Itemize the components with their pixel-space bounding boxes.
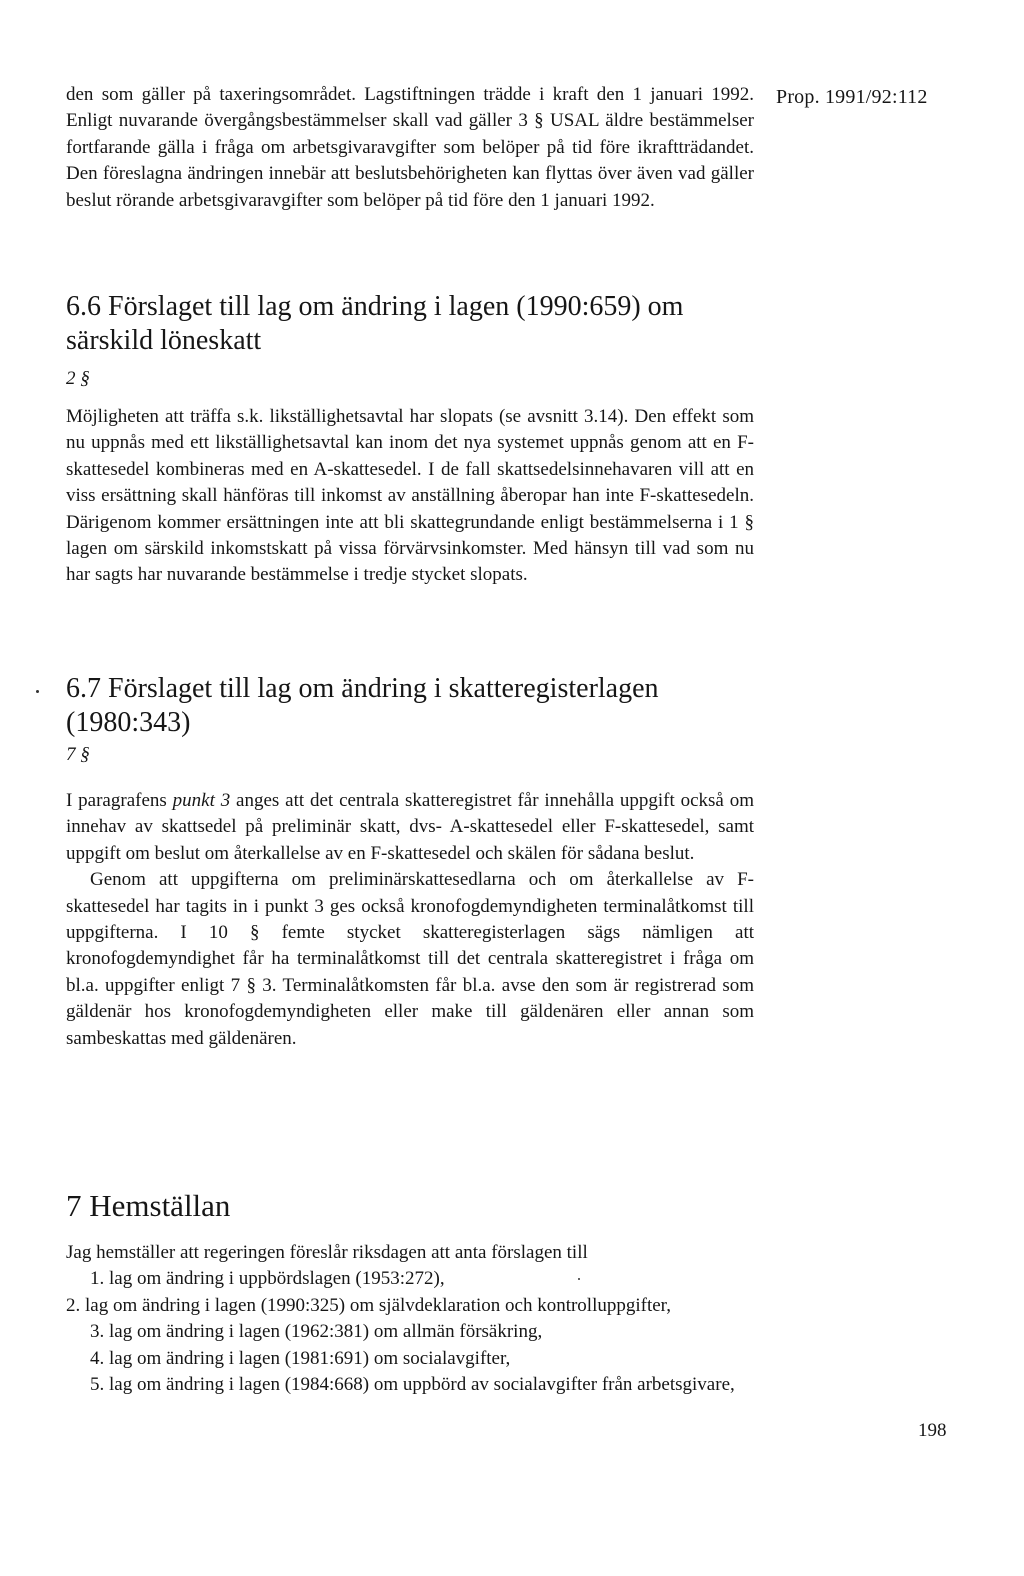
section-6-7-body-block bbox=[66, 788, 754, 1052]
section-7-heading: 7 Hemställan bbox=[66, 1188, 231, 1223]
list-item: 4. lag om ändring i lagen (1981:691) om socialavgifter, bbox=[90, 1347, 511, 1369]
list-item: 1. lag om ändring i uppbördslagen (1953:272), bbox=[90, 1268, 445, 1290]
scan-speck bbox=[36, 690, 39, 693]
proposal-list bbox=[66, 1266, 754, 1398]
section-6-6-body-block bbox=[66, 404, 754, 589]
list-item: 3. lag om ändring i lagen (1962:381) om allmän försäkring, bbox=[90, 1321, 543, 1343]
body-1-before: I paragrafens bbox=[66, 790, 173, 811]
list-item bbox=[66, 1293, 754, 1319]
list-item: 5. lag om ändring i lagen (1984:668) om uppbörd av socialavgifter från arbetsgivare, bbox=[90, 1374, 735, 1396]
section-6-7-body-2: Genom att uppgifterna om preliminärskattesedlarna och om återkallelse av F-skattesedel har tagits in i punkt 3 ges också kronofogdemyndigheten terminalåtkomst till uppgifterna. I 10 § femte stycket skatteregisterlagen sägs nämligen att kronofogdemyndighet får ha terminalåtkomst till det centrala skatteregistret i fråga om bl.a. uppgifter enligt 7 § 3. Terminalåtkomsten får bl.a. avse den som är registrerad som gäldenär hos kronofogdemyndigheten eller make till gäldenären eller annan som sambeskattas med gäldenären. bbox=[66, 869, 754, 1049]
page-number: 198 bbox=[918, 1420, 947, 1441]
body-1-italic: punkt 3 bbox=[172, 790, 231, 811]
list-item-text: 2. lag om ändring i lagen (1990:325) om självdeklaration och kontrolluppgifter, bbox=[66, 1294, 671, 1316]
proposition-reference: Prop. 1991/92:112 bbox=[776, 86, 928, 108]
section-7-intro: Jag hemställer att regeringen föreslår riksdagen att anta förslagen till bbox=[66, 1242, 588, 1263]
intro-paragraph-block bbox=[66, 82, 754, 214]
section-7-block bbox=[66, 1240, 754, 1398]
section-6-7-body-1 bbox=[66, 788, 754, 867]
scan-speck bbox=[578, 1278, 580, 1280]
section-6-6-body: Möjligheten att träffa s.k. likställighetsavtal har slopats (se avsnitt 3.14). Den effekt som nu uppnås med ett likställighetsavtal kan inom det nya systemet uppnås genom att en F-skattesedel kombineras med en A-skattesedel. I de fall skattsedelsinnehavaren vill att en viss ersättning skall hänföras till inkomst av anställning åberopar han inte F-skattesedeln. Därigenom kommer ersättningen inte att bli skattegrundande enligt bestämmelserna i 1 § lagen om särskild inkomstskatt på vissa förvärvsinkomster. Med hänsyn till vad som nu har sagts har nuvarande bestämmelse i tredje stycket slopats. bbox=[66, 406, 754, 586]
section-6-6-paragraph-mark: 2 § bbox=[66, 368, 90, 389]
intro-paragraph: den som gäller på taxeringsområdet. Lagstiftningen trädde i kraft den 1 januari 1992. Enligt nuvarande övergångsbestämmelser skall vad gäller 3 § USAL äldre bestämmelser fortfarande gälla i fråga om arbetsgivaravgifter som belöper på tid före ikraftträdandet. Den föreslagna ändringen innebär att beslutsbehörigheten kan flyttas över även vad gäller beslut rörande arbetsgivaravgifter som belöper på tid före den 1 januari 1992. bbox=[66, 84, 754, 211]
section-6-7-heading: 6.7 Förslaget till lag om ändring i skatteregisterlagen (1980:343) bbox=[66, 673, 659, 738]
section-6-6-heading: 6.6 Förslaget till lag om ändring i lagen (1990:659) om särskild löneskatt bbox=[66, 291, 684, 356]
section-6-7-paragraph-mark: 7 § bbox=[66, 744, 90, 765]
body-1-after: anges att det centrala skatteregistret får innehålla uppgift också om innehav av skattsedel på preliminär skatt, dvs- A-skattesedel eller F-skattesedel, samt uppgift om beslut om återkallelse av en F-skattesedel och skälen för sådana beslut. bbox=[66, 790, 754, 864]
